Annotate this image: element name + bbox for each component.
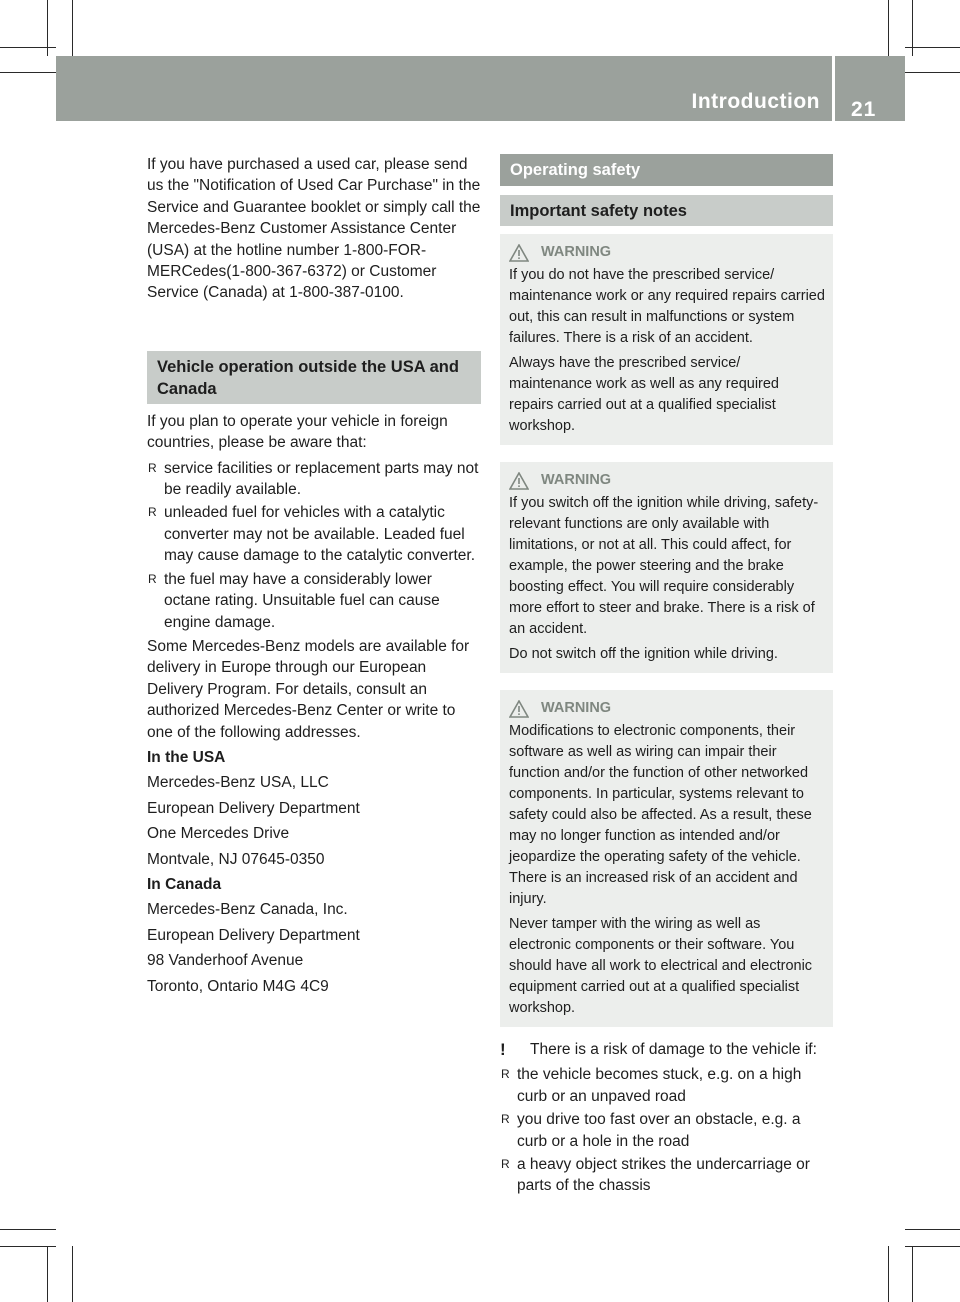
crop-mark (72, 0, 73, 56)
bullet-icon: R (148, 460, 157, 475)
bullet-list (147, 458, 481, 633)
warning-text: Never tamper with the wiring as well as electronic components or their software. You should have all work to electrical and electronic equipment carried out at a qualified specialist workshop. (509, 916, 813, 1016)
warning-triangle-icon (509, 244, 529, 262)
crop-mark (905, 47, 960, 48)
left-column (147, 154, 481, 1001)
crop-mark (0, 72, 56, 73)
exclamation-icon: ! (500, 1040, 506, 1059)
address-line: European Delivery Department (147, 799, 360, 817)
section-intro: If you plan to operate your vehicle in foreign countries, please be aware that: (147, 412, 448, 452)
bullet-icon: R (148, 505, 157, 520)
address-line: European Delivery Department (147, 926, 360, 944)
warning-text: If you do not have the prescribed service/ maintenance work or any required repairs carried out, this can result in malfunctions or system failures. There is a risk of an accident. (509, 267, 825, 346)
address-line: Toronto, Ontario M4G 4C9 (147, 977, 329, 995)
header-separator (832, 56, 835, 121)
list-item: R service facilities or replacement parts may not be readily available. (148, 459, 479, 499)
warning-box (500, 462, 833, 673)
note-text: There is a risk of damage to the vehicle if: (530, 1041, 817, 1058)
note-bullet-list (500, 1064, 833, 1196)
canada-heading: In Canada (147, 875, 222, 893)
page-number: 21 (851, 98, 877, 121)
address-line: Montvale, NJ 07645-0350 (147, 850, 325, 868)
crop-mark (72, 1246, 73, 1302)
crop-mark (905, 72, 960, 73)
list-item: R unleaded fuel for vehicles with a catalytic converter may not be available. Leaded fuel may cause damage to the catalytic converter. (148, 504, 476, 565)
damage-note (500, 1039, 833, 1060)
delivery-paragraph: Some Mercedes-Benz models are available for delivery in Europe through our European Delivery Program. For details, consult an authorized Mercedes-Benz Center or write to one of the following addresses. (147, 637, 470, 741)
used-car-paragraph: If you have purchased a used car, please send us the "Notification of Used Car Purchase" in the Service and Guarantee booklet or simply call the Mercedes-Benz Customer Assistance Center (USA) at the hotline number 1-800-FOR-MERCedes(1-800-367-6372) or Customer Service (Canada) at 1-800-387-0100. (147, 156, 481, 302)
crop-mark (888, 0, 889, 56)
address-line: Mercedes-Benz Canada, Inc. (147, 901, 348, 919)
list-item: R the vehicle becomes stuck, e.g. on a high curb or an unpaved road (501, 1066, 802, 1105)
warning-label: WARNING (541, 700, 612, 716)
list-item: R you drive too fast over an obstacle, e.g. a curb or a hole in the road (501, 1111, 801, 1150)
warning-label: WARNING (541, 472, 612, 488)
list-item: R the fuel may have a considerably lower octane rating. Unsuitable fuel can cause engine damage. (148, 570, 440, 631)
page-title: Introduction (691, 90, 820, 113)
bullet-icon: R (501, 1112, 510, 1127)
warning-triangle-icon (509, 472, 529, 490)
crop-mark (905, 1246, 960, 1247)
section-heading-outside-usa: Vehicle operation outside the USA and Canada (147, 351, 481, 404)
warning-text: Modifications to electronic components, their software as well as wiring can impair their function and/or the function of other networked components. In particular, systems relevant to safety could also be affected. As a result, these may no longer function as intended and/or jeopardize the operating safety of the vehicle. There is an increased risk of an accident and injury. (509, 723, 812, 907)
warning-box (500, 234, 833, 445)
crop-mark (0, 1229, 56, 1230)
warning-text: If you switch off the ignition while driving, safety-relevant functions are only available with limitations, or not at all. This could affect, for example, the power steering and the brake boosting effect. You will require considerably more effort to steer and brake. There is a risk of an accident. (509, 495, 819, 637)
address-line: Mercedes-Benz USA, LLC (147, 774, 329, 792)
crop-mark (912, 1246, 913, 1302)
crop-mark (888, 1246, 889, 1302)
warning-triangle-icon (509, 700, 529, 718)
bullet-icon: R (501, 1157, 510, 1172)
warning-label: WARNING (541, 244, 612, 260)
warning-text: Always have the prescribed service/ maintenance work as well as any required repairs carried out at a qualified specialist workshop. (509, 355, 779, 434)
section-heading-operating-safety: Operating safety (500, 154, 833, 186)
crop-mark (905, 1229, 960, 1230)
crop-mark (912, 0, 913, 56)
right-column (500, 154, 833, 1200)
list-item: R a heavy object strikes the undercarriage or parts of the chassis (501, 1156, 810, 1195)
warning-text: Do not switch off the ignition while driving. (509, 646, 778, 662)
bullet-icon: R (148, 571, 157, 586)
address-line: One Mercedes Drive (147, 825, 290, 843)
warning-box (500, 690, 833, 1027)
usa-heading: In the USA (147, 748, 226, 766)
subsection-heading-safety-notes: Important safety notes (500, 195, 833, 226)
bullet-icon: R (501, 1067, 510, 1082)
address-line: 98 Vanderhoof Avenue (147, 952, 304, 970)
crop-mark (47, 0, 48, 56)
crop-mark (47, 1246, 48, 1302)
